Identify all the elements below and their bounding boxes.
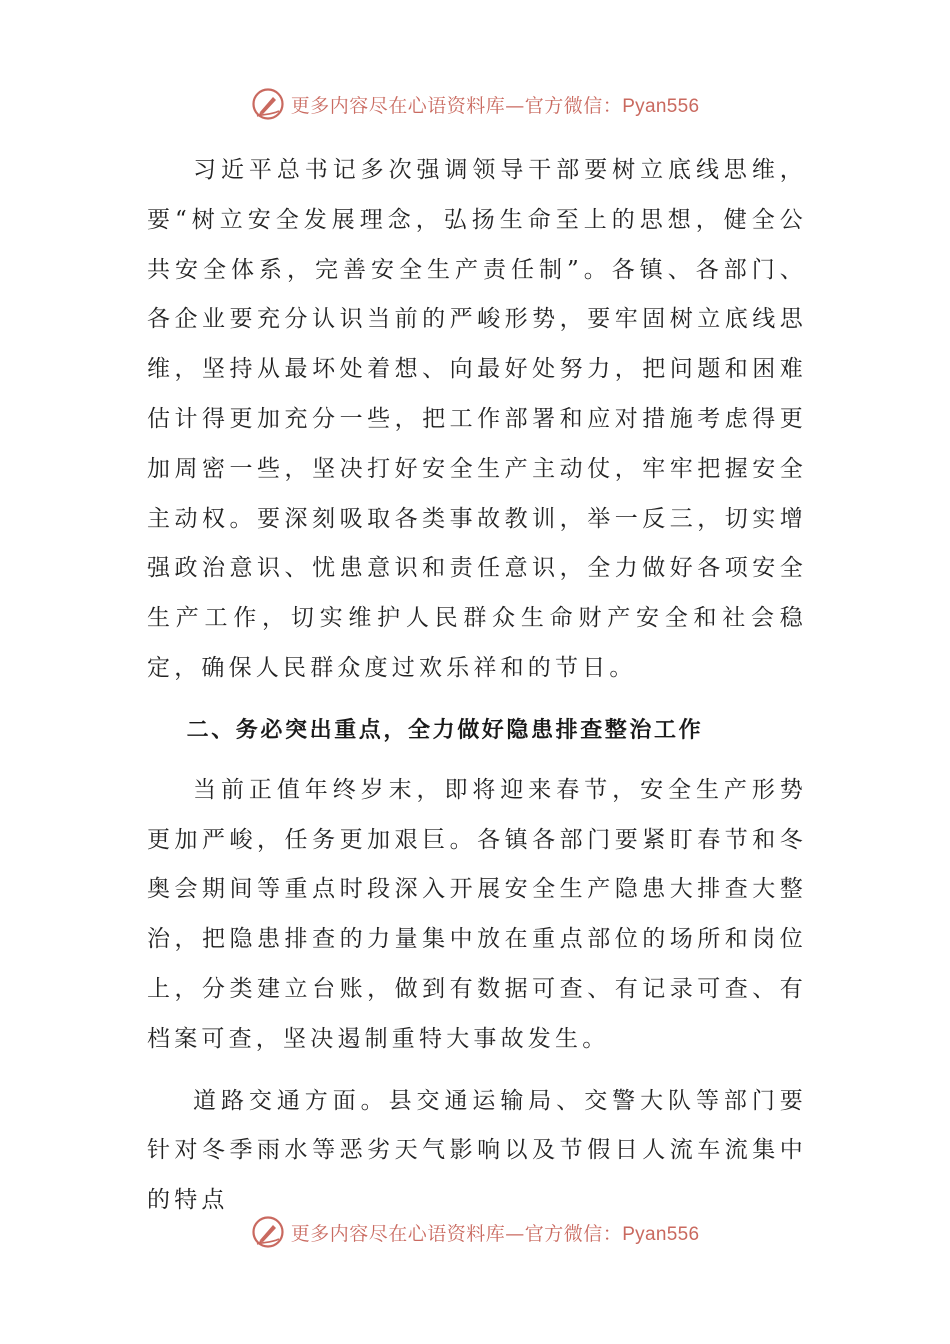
body-paragraph: 当前正值年终岁末，即将迎来春节，安全生产形势更加严峻，任务更加艰巨。各镇各部门要紧盯春节和冬奥会期间等重点时段深入开展安全生产隐患大排查大整治，把隐患排查的力量集中放在重点部位的场所和岗位上，分类建立台账，做到有数据可查、有记录可查、有档案可查，坚决遏制重特大事故发生。	[147, 776, 807, 1052]
pen-seal-icon	[251, 87, 285, 121]
watermark-wechat-id: Pyan556	[622, 1223, 700, 1245]
watermark-text: 更多内容尽在心语资料库—官方微信：Pyan556	[290, 1222, 700, 1245]
watermark-wechat-id: Pyan556	[622, 95, 700, 117]
watermark-text: 更多内容尽在心语资料库—官方微信：Pyan556	[290, 94, 700, 117]
document-body	[147, 146, 807, 1226]
footer-watermark	[0, 1212, 950, 1252]
body-paragraph: 道路交通方面。县交通运输局、交警大队等部门要针对冬季雨水等恶劣天气影响以及节假日人流车流集中的特点	[147, 1087, 807, 1214]
header-watermark	[0, 84, 950, 124]
section-heading: 二、务必突出重点，全力做好隐患排查整治工作	[186, 717, 704, 743]
pen-seal-icon	[251, 1215, 285, 1249]
body-paragraph: 习近平总书记多次强调领导干部要树立底线思维，要“树立安全发展理念，弘扬生命至上的思想，健全公共安全体系，完善安全生产责任制”。各镇、各部门、各企业要充分认识当前的严峻形势，要牢固树立底线思维，坚持从最坏处着想、向最好处努力，把问题和困难估计得更加充分一些，把工作部署和应对措施考虑得更加周密一些，坚决打好安全生产主动仗，牢牢把握安全主动权。要深刻吸取各类事故教训，举一反三，切实增强政治意识、忧患意识和责任意识，全力做好各项安全生产工作，切实维护人民群众生命财产安全和社会稳定，确保人民群众度过欢乐祥和的节日。	[147, 157, 807, 681]
